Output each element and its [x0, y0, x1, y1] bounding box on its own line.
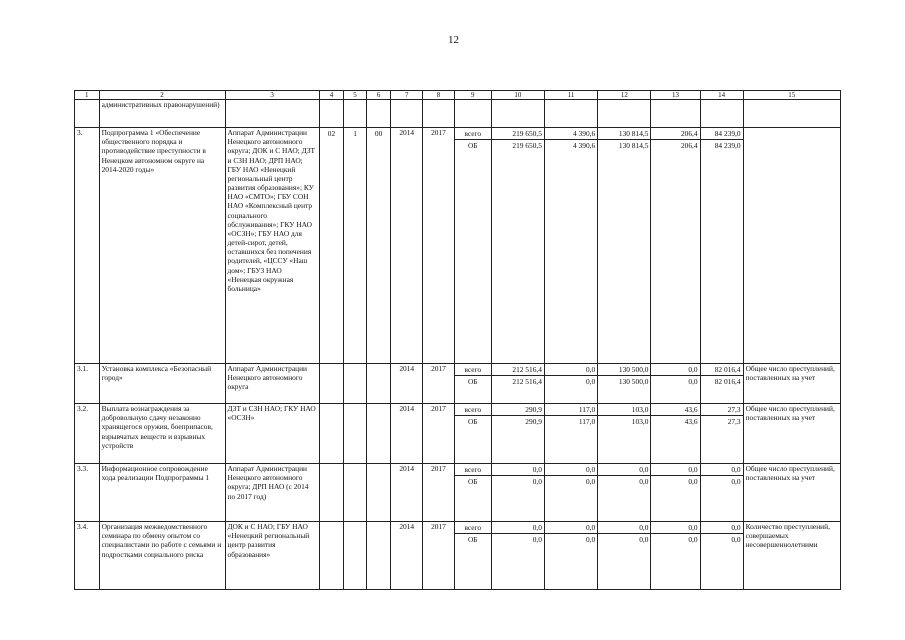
amount-cell: 84 239,0: [701, 140, 743, 152]
amount-cell: 0,0: [731, 465, 741, 474]
page-number: 12: [448, 34, 459, 46]
end-year: 2017: [423, 404, 455, 464]
col-header: 5: [344, 91, 367, 100]
executor: Аппарат Администрации Ненецкого автономного округа: [225, 364, 319, 404]
column-number-row: [75, 91, 841, 100]
amount-cell: 82 016,4: [701, 376, 743, 388]
source-label: всего: [464, 523, 482, 532]
amount-cell: 206,4: [680, 129, 698, 138]
row-number: 3.1.: [75, 364, 100, 404]
col-header: 10: [491, 91, 544, 100]
start-year: 2014: [391, 464, 423, 522]
row-number: 3.3.: [75, 464, 100, 522]
end-year: 2017: [423, 364, 455, 404]
amount-cell: 0,0: [532, 523, 542, 532]
amount-cell: 206,4: [651, 140, 699, 152]
amount-cell: 117,0: [578, 405, 596, 414]
start-year: 2014: [391, 364, 423, 404]
col-header: 3: [225, 91, 319, 100]
col-header: 15: [743, 91, 840, 100]
amount-cell: 4 390,6: [545, 140, 597, 152]
amount-cell: 0,0: [688, 523, 698, 532]
amount-cell: 103,0: [598, 416, 650, 428]
col-header: 8: [423, 91, 455, 100]
code-cell: 1: [353, 129, 357, 138]
col-header: 2: [99, 91, 225, 100]
amount-cell: 290,9: [492, 416, 544, 428]
amount-cell: 117,0: [545, 416, 597, 428]
row-number: 3.4.: [75, 522, 100, 590]
amount-cell: 27,3: [727, 405, 741, 414]
row-number: 3.: [75, 128, 100, 364]
amount-cell: 290,9: [525, 405, 542, 414]
amount-cell: 0,0: [545, 534, 597, 546]
start-year: 2014: [391, 128, 423, 364]
end-year: 2017: [423, 464, 455, 522]
amount-cell: 84 239,0: [714, 129, 741, 138]
table-row: [75, 404, 841, 464]
source-label: ОБ: [455, 376, 491, 388]
executor: ДЗТ и СЗН НАО; ГКУ НАО «ОСЗН»: [225, 404, 319, 464]
indicator: Общее число преступлений, поставленных на учет: [743, 404, 840, 464]
measure-name: административных правонарушений): [99, 100, 225, 128]
amount-cell: 130 814,5: [618, 129, 649, 138]
source-label: ОБ: [455, 140, 491, 152]
measure-name: Информационное сопровождение хода реализации Подпрограммы 1: [99, 464, 225, 522]
amount-cell: 219 650,5: [512, 129, 542, 138]
col-header: 9: [454, 91, 491, 100]
source-label: всего: [464, 365, 482, 374]
indicator: Количество преступлений, совершаемых несовершеннолетними: [743, 522, 840, 590]
measure-name: Подпрограмма 1 «Обеспечение общественного порядка и противодействие преступности в Ненецком автономном округе на 2014-2020 годы»: [99, 128, 225, 364]
indicator: Общее число преступлений, поставленных на учет: [743, 464, 840, 522]
start-year: 2014: [391, 522, 423, 590]
col-header: 1: [75, 91, 100, 100]
row-number: 3.2.: [75, 404, 100, 464]
amount-cell: 130 814,5: [598, 140, 650, 152]
source-label: ОБ: [455, 476, 491, 488]
col-header: 7: [391, 91, 423, 100]
amount-cell: 0,0: [585, 523, 596, 532]
code-cell: 00: [374, 129, 383, 138]
executor: Аппарат Администрации Ненецкого автономного округа; ДОК и С НАО; ДЗТ и СЗН НАО; ДРП НАО; ГБУ НАО «Ненецкий региональный центр развития образования»; КУ НАО «СМТО»; ГБУ СОН НАО «Комплексный центр социального обслуживания»; ГКУ НАО «ОСЗН»; ГБУ НАО для детей-сирот, детей, оставшихся без попечения родителей, «ЦССУ «Наш дом»; ГБУЗ НАО «Ненецкая окружная больница»: [225, 128, 319, 364]
table-row: [75, 522, 841, 590]
table-row: [75, 100, 841, 128]
indicator: [743, 128, 840, 364]
executor: ДОК и С НАО; ГБУ НАО «Ненецкий региональный центр развития образования»: [225, 522, 319, 590]
amount-cell: 0,0: [598, 476, 650, 488]
amount-cell: 0,0: [651, 534, 699, 546]
amount-cell: 0,0: [545, 476, 597, 488]
col-header: 12: [598, 91, 651, 100]
col-header: 14: [700, 91, 743, 100]
amount-cell: 27,3: [701, 416, 743, 428]
source-label: всего: [464, 405, 482, 414]
amount-cell: 212 516,4: [512, 365, 542, 374]
source-label: всего: [464, 129, 482, 138]
amount-cell: 0,0: [688, 465, 698, 474]
measure-name: Организация межведомственного семинара по обмену опытом со специалистами по работе с семьями и подростками социального риска: [99, 522, 225, 590]
amount-cell: 0,0: [701, 476, 743, 488]
end-year: 2017: [423, 128, 455, 364]
amount-cell: 103,0: [631, 405, 649, 414]
amount-cell: 0,0: [492, 534, 544, 546]
amount-cell: 0,0: [731, 523, 741, 532]
table-row: [75, 128, 841, 364]
measure-name: Выплата вознаграждения за добровольную сдачу незаконно хранящегося оружия, боеприпасов, взрывчатых веществ и взрывных устройств: [99, 404, 225, 464]
amount-cell: 212 516,4: [492, 376, 544, 388]
indicator: Общее число преступлений, поставленных на учет: [743, 364, 840, 404]
source-label: ОБ: [455, 416, 491, 428]
amount-cell: 130 500,0: [618, 365, 649, 374]
end-year: 2017: [423, 522, 455, 590]
amount-cell: 0,0: [651, 476, 699, 488]
amount-cell: 0,0: [598, 534, 650, 546]
amount-cell: 4 390,6: [573, 129, 596, 138]
amount-cell: 130 500,0: [598, 376, 650, 388]
program-table: [74, 90, 841, 590]
amount-cell: 43,6: [651, 416, 699, 428]
col-header: 4: [319, 91, 344, 100]
table-row: [75, 464, 841, 522]
amount-cell: 82 016,4: [714, 365, 741, 374]
start-year: 2014: [391, 404, 423, 464]
amount-cell: 0,0: [492, 476, 544, 488]
source-label: всего: [464, 465, 482, 474]
amount-cell: 0,0: [585, 365, 596, 374]
col-header: 13: [651, 91, 700, 100]
amount-cell: 0,0: [545, 376, 597, 388]
amount-cell: 0,0: [701, 534, 743, 546]
amount-cell: 0,0: [651, 376, 699, 388]
measure-name: Установка комплекса «Безопасный город»: [99, 364, 225, 404]
source-label: ОБ: [455, 534, 491, 546]
executor: Аппарат Администрации Ненецкого автономного округа; ДРП НАО (с 2014 по 2017 год): [225, 464, 319, 522]
code-cell: 02: [327, 129, 336, 138]
amount-cell: 0,0: [688, 365, 698, 374]
col-header: 11: [544, 91, 597, 100]
col-header: 6: [366, 91, 391, 100]
table-row: [75, 364, 841, 404]
amount-cell: 0,0: [532, 465, 542, 474]
amount-cell: 43,6: [684, 405, 698, 414]
amount-cell: 0,0: [639, 465, 649, 474]
amount-cell: 0,0: [639, 523, 649, 532]
amount-cell: 0,0: [585, 465, 596, 474]
amount-cell: 219 650,5: [492, 140, 544, 152]
